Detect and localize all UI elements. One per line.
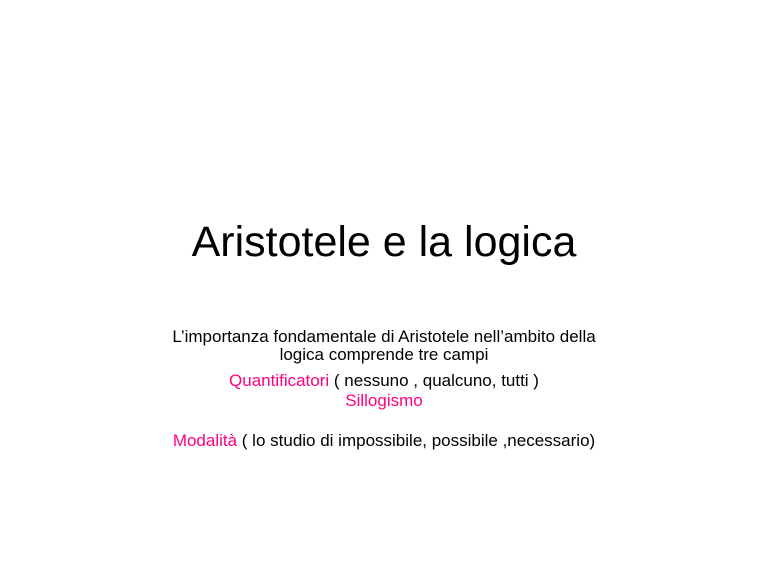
slide-body xyxy=(100,328,668,451)
slide-title: Aristotele e la logica xyxy=(191,218,577,266)
field-term: Modalità xyxy=(172,431,238,450)
field-quantificatori xyxy=(100,371,668,391)
intro-line-1: L’importanza fondamentale di Aristotele nell’ambito della xyxy=(172,327,596,346)
field-detail: ( lo studio di impossibile, possibile ,necessario) xyxy=(237,431,596,450)
intro-line-2: logica comprende tre campi xyxy=(279,345,489,364)
field-detail: ( nessuno , qualcuno, tutti ) xyxy=(329,371,539,390)
field-term: Quantificatori xyxy=(229,371,330,390)
field-sillogismo xyxy=(100,391,668,411)
field-term: Sillogismo xyxy=(345,391,423,410)
field-modalita xyxy=(100,431,668,451)
